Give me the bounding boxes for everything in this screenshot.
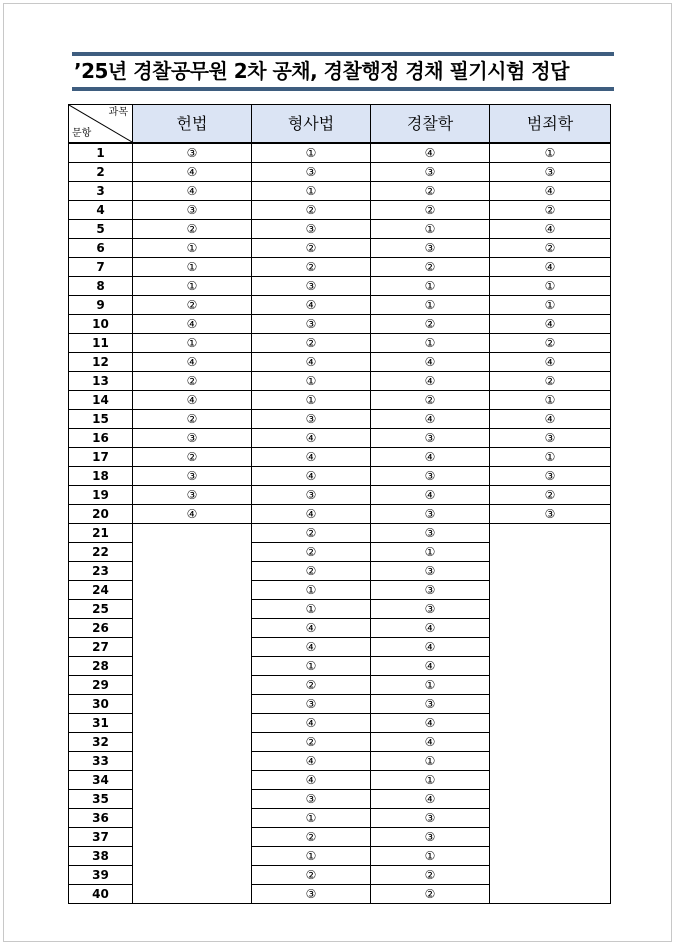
answer-cell [133, 619, 252, 638]
answer-cell [133, 752, 252, 771]
question-number: 14 [69, 391, 133, 410]
table-row [69, 410, 611, 429]
header-row [69, 105, 611, 144]
table-row [69, 657, 611, 676]
answer-cell: ③ [252, 486, 371, 505]
table-row [69, 448, 611, 467]
answer-cell: ③ [371, 828, 490, 847]
answer-cell [490, 600, 611, 619]
answer-cell: ③ [371, 239, 490, 258]
question-number: 34 [69, 771, 133, 790]
title-rule-bottom [72, 87, 614, 91]
answer-cell: ② [371, 258, 490, 277]
answer-cell [490, 733, 611, 752]
answer-cell: ④ [252, 752, 371, 771]
answer-cell: ① [252, 657, 371, 676]
question-number: 10 [69, 315, 133, 334]
answer-cell: ③ [371, 562, 490, 581]
answer-cell: ① [371, 543, 490, 562]
table-row [69, 353, 611, 372]
answer-cell: ② [490, 372, 611, 391]
answer-cell: ② [252, 562, 371, 581]
table-row [69, 391, 611, 410]
question-number: 15 [69, 410, 133, 429]
table-row [69, 809, 611, 828]
answer-cell: ③ [252, 277, 371, 296]
table-row [69, 143, 611, 163]
answer-cell: ③ [490, 429, 611, 448]
answer-cell: ③ [252, 885, 371, 904]
answer-cell: ② [371, 315, 490, 334]
question-number: 9 [69, 296, 133, 315]
page-title: ’25년 경찰공무원 2차 공채, 경찰행정 경채 필기시험 정답 [74, 59, 569, 83]
table-row [69, 182, 611, 201]
answer-cell [133, 676, 252, 695]
answer-cell [490, 524, 611, 543]
question-number: 11 [69, 334, 133, 353]
answer-cell: ③ [252, 163, 371, 182]
answer-cell: ④ [371, 619, 490, 638]
answer-cell [133, 828, 252, 847]
answer-cell: ① [252, 847, 371, 866]
answer-cell: ④ [133, 315, 252, 334]
question-number: 33 [69, 752, 133, 771]
answer-cell: ④ [371, 486, 490, 505]
answer-cell: ④ [371, 372, 490, 391]
answer-cell: ② [252, 733, 371, 752]
answer-cell: ④ [371, 714, 490, 733]
answer-cell: ④ [252, 619, 371, 638]
answer-cell: ② [490, 486, 611, 505]
table-row [69, 220, 611, 239]
question-number: 32 [69, 733, 133, 752]
answer-cell: ④ [490, 258, 611, 277]
table-row [69, 695, 611, 714]
table-row [69, 771, 611, 790]
answer-cell: ③ [252, 695, 371, 714]
answer-cell [490, 619, 611, 638]
answer-cell: ④ [490, 353, 611, 372]
question-number: 23 [69, 562, 133, 581]
table-row [69, 334, 611, 353]
question-number: 4 [69, 201, 133, 220]
question-number: 27 [69, 638, 133, 657]
table-row [69, 619, 611, 638]
answer-cell: ① [252, 182, 371, 201]
answer-cell: ② [252, 543, 371, 562]
subject-header-police-science: 경찰학 [371, 105, 490, 144]
question-number: 16 [69, 429, 133, 448]
question-number: 37 [69, 828, 133, 847]
question-number: 17 [69, 448, 133, 467]
table-row [69, 562, 611, 581]
table-row [69, 638, 611, 657]
answer-cell [133, 524, 252, 543]
answer-cell: ④ [490, 182, 611, 201]
answer-cell [133, 581, 252, 600]
answer-cell: ④ [490, 220, 611, 239]
answer-cell: ③ [133, 429, 252, 448]
answer-cell [490, 638, 611, 657]
answer-cell: ② [252, 258, 371, 277]
question-number: 18 [69, 467, 133, 486]
answer-cell: ④ [371, 448, 490, 467]
answer-cell: ① [133, 258, 252, 277]
answer-cell: ④ [252, 353, 371, 372]
answer-cell: ③ [490, 505, 611, 524]
answer-cell: ④ [490, 315, 611, 334]
table-row [69, 885, 611, 904]
answer-cell [490, 695, 611, 714]
answer-cell [133, 790, 252, 809]
answer-cell: ① [133, 239, 252, 258]
question-number: 19 [69, 486, 133, 505]
answer-cell: ② [252, 866, 371, 885]
answer-cell: ① [252, 581, 371, 600]
subject-header-criminal-law: 형사법 [252, 105, 371, 144]
answer-cell: ① [252, 143, 371, 163]
answer-cell: ③ [371, 524, 490, 543]
answer-cell: ③ [371, 809, 490, 828]
answer-cell: ③ [371, 600, 490, 619]
answer-cell: ② [133, 220, 252, 239]
question-number: 39 [69, 866, 133, 885]
table-row [69, 296, 611, 315]
subject-corner-label: 과목 [108, 107, 128, 118]
answer-cell [490, 809, 611, 828]
question-number: 24 [69, 581, 133, 600]
answer-cell [133, 809, 252, 828]
answer-cell: ② [371, 885, 490, 904]
answer-cell [490, 543, 611, 562]
table-row [69, 847, 611, 866]
answer-cell [133, 866, 252, 885]
answer-cell: ④ [252, 467, 371, 486]
question-number: 26 [69, 619, 133, 638]
answer-cell [133, 657, 252, 676]
answer-cell [133, 543, 252, 562]
table-row [69, 505, 611, 524]
answer-cell: ③ [490, 467, 611, 486]
answer-cell [490, 752, 611, 771]
table-row [69, 752, 611, 771]
answer-cell: ④ [371, 638, 490, 657]
answer-cell: ④ [252, 429, 371, 448]
question-number: 29 [69, 676, 133, 695]
answer-cell: ③ [133, 467, 252, 486]
answer-cell: ① [371, 296, 490, 315]
answer-cell: ② [252, 524, 371, 543]
answer-cell [133, 771, 252, 790]
answer-cell: ③ [371, 163, 490, 182]
answer-cell: ③ [371, 467, 490, 486]
answer-cell: ② [490, 201, 611, 220]
answer-cell [133, 638, 252, 657]
answer-cell: ② [133, 448, 252, 467]
answer-cell: ④ [133, 182, 252, 201]
answer-cell: ④ [371, 657, 490, 676]
answer-cell: ④ [371, 353, 490, 372]
answer-cell: ② [371, 391, 490, 410]
answer-cell: ④ [371, 733, 490, 752]
answer-cell: ③ [252, 790, 371, 809]
question-number: 25 [69, 600, 133, 619]
answer-cell: ④ [371, 143, 490, 163]
answer-cell: ④ [490, 410, 611, 429]
answer-cell: ① [252, 391, 371, 410]
table-row [69, 486, 611, 505]
answer-cell: ③ [490, 163, 611, 182]
answer-cell [490, 676, 611, 695]
answer-cell: ④ [133, 353, 252, 372]
answer-cell: ④ [252, 448, 371, 467]
answer-cell: ② [371, 182, 490, 201]
answer-cell [490, 581, 611, 600]
table-row [69, 467, 611, 486]
answer-cell: ① [371, 771, 490, 790]
answer-cell: ① [133, 334, 252, 353]
answer-cell: ③ [371, 581, 490, 600]
answer-cell [490, 657, 611, 676]
answer-cell: ③ [371, 505, 490, 524]
answer-cell: ① [252, 809, 371, 828]
question-corner-label: 문항 [72, 128, 92, 139]
answer-cell: ④ [252, 638, 371, 657]
answer-cell [490, 885, 611, 904]
answer-cell: ② [490, 334, 611, 353]
table-row [69, 429, 611, 448]
answer-cell: ② [252, 201, 371, 220]
question-number: 31 [69, 714, 133, 733]
subject-header-criminology: 범죄학 [490, 105, 611, 144]
answer-cell: ④ [371, 410, 490, 429]
table-row [69, 828, 611, 847]
answer-cell: ③ [133, 201, 252, 220]
table-row [69, 372, 611, 391]
question-number: 35 [69, 790, 133, 809]
answer-cell: ② [252, 239, 371, 258]
answer-cell [133, 847, 252, 866]
answer-cell [133, 600, 252, 619]
subject-header-constitution: 헌법 [133, 105, 252, 144]
table-row [69, 524, 611, 543]
question-number: 2 [69, 163, 133, 182]
answer-cell: ① [252, 600, 371, 619]
answer-cell: ④ [371, 790, 490, 809]
answer-cell [490, 771, 611, 790]
answer-cell: ① [490, 143, 611, 163]
answer-cell: ③ [252, 315, 371, 334]
answer-cell: ① [490, 277, 611, 296]
table-row [69, 866, 611, 885]
table-row [69, 714, 611, 733]
answer-cell: ① [371, 277, 490, 296]
answer-cell [133, 562, 252, 581]
question-number: 6 [69, 239, 133, 258]
answer-cell: ④ [252, 714, 371, 733]
answer-cell: ③ [371, 695, 490, 714]
answer-cell [490, 847, 611, 866]
question-number: 20 [69, 505, 133, 524]
answer-cell: ③ [252, 220, 371, 239]
answer-cell [490, 866, 611, 885]
answer-cell: ③ [133, 486, 252, 505]
question-number: 7 [69, 258, 133, 277]
answer-cell: ④ [252, 505, 371, 524]
answer-cell: ② [133, 410, 252, 429]
table-row [69, 315, 611, 334]
question-number: 5 [69, 220, 133, 239]
table-row [69, 600, 611, 619]
answer-cell [133, 733, 252, 752]
answer-cell: ① [371, 847, 490, 866]
answer-cell: ① [371, 676, 490, 695]
question-number: 21 [69, 524, 133, 543]
table-row [69, 201, 611, 220]
answer-cell: ④ [252, 771, 371, 790]
answer-cell: ② [252, 676, 371, 695]
answer-cell: ① [371, 752, 490, 771]
question-number: 13 [69, 372, 133, 391]
answer-cell: ② [252, 828, 371, 847]
answer-cell: ① [490, 296, 611, 315]
answer-cell [133, 885, 252, 904]
title-block [72, 52, 614, 91]
question-number: 3 [69, 182, 133, 201]
corner-header-cell [69, 105, 133, 144]
answer-cell [133, 695, 252, 714]
answer-table [68, 104, 611, 904]
answer-cell: ④ [133, 163, 252, 182]
table-row [69, 277, 611, 296]
answer-cell: ④ [252, 296, 371, 315]
answer-cell: ① [371, 334, 490, 353]
answer-cell: ① [490, 448, 611, 467]
answer-cell: ② [371, 201, 490, 220]
answer-cell: ② [252, 334, 371, 353]
answer-cell [490, 714, 611, 733]
question-number: 30 [69, 695, 133, 714]
answer-cell: ④ [133, 391, 252, 410]
answer-table-body [69, 143, 611, 904]
question-number: 1 [69, 143, 133, 163]
question-number: 8 [69, 277, 133, 296]
answer-cell: ② [133, 296, 252, 315]
answer-cell: ② [371, 866, 490, 885]
table-row [69, 543, 611, 562]
answer-cell [490, 828, 611, 847]
answer-cell: ④ [133, 505, 252, 524]
answer-cell: ① [133, 277, 252, 296]
answer-cell: ② [133, 372, 252, 391]
question-number: 36 [69, 809, 133, 828]
table-row [69, 239, 611, 258]
question-number: 40 [69, 885, 133, 904]
answer-cell: ① [371, 220, 490, 239]
question-number: 38 [69, 847, 133, 866]
table-row [69, 790, 611, 809]
question-number: 28 [69, 657, 133, 676]
table-row [69, 163, 611, 182]
table-row [69, 733, 611, 752]
answer-cell: ① [252, 372, 371, 391]
answer-cell [490, 790, 611, 809]
answer-cell [133, 714, 252, 733]
answer-cell: ③ [252, 410, 371, 429]
table-row [69, 258, 611, 277]
table-row [69, 581, 611, 600]
answer-cell [490, 562, 611, 581]
question-number: 12 [69, 353, 133, 372]
answer-cell: ③ [371, 429, 490, 448]
answer-cell: ① [490, 391, 611, 410]
answer-cell: ② [490, 239, 611, 258]
table-row [69, 676, 611, 695]
answer-cell: ③ [133, 143, 252, 163]
question-number: 22 [69, 543, 133, 562]
